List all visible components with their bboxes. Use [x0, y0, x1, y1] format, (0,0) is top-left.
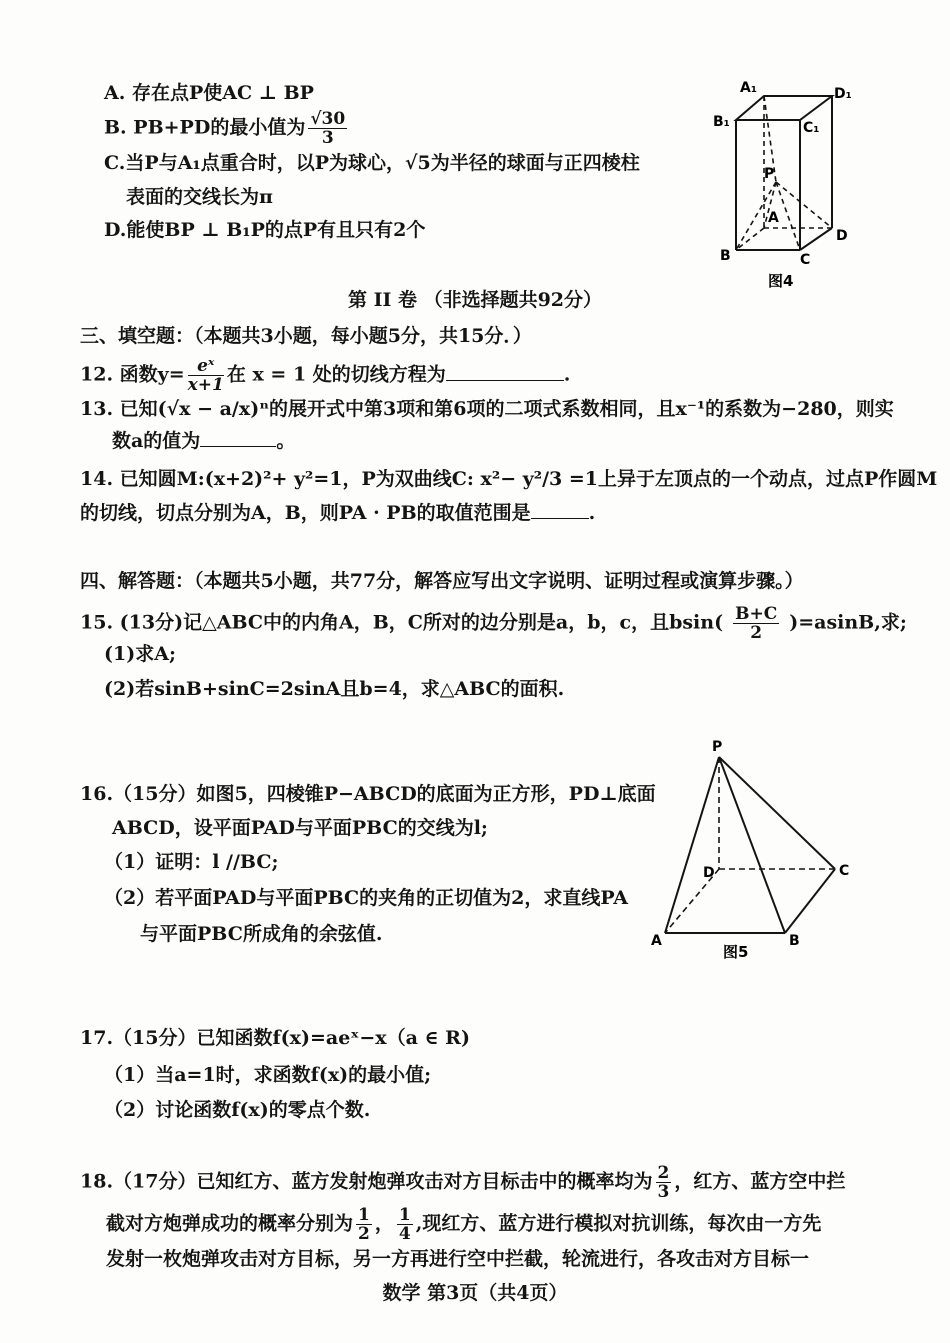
q18-line2-suffix: ,现红方、蓝方进行模拟对抗训练，每次由一方先 — [415, 1212, 822, 1235]
section-2-title: 第 II 卷 （非选择题共92分） — [347, 289, 603, 311]
question-16-line1: 16.（15分）如图5，四棱锥P−ABCD的底面为正方形，PD⊥底面 — [80, 783, 656, 805]
question-18-line1 — [80, 1164, 845, 1201]
question-13-line1: 13. 已知(√x − a/x)ⁿ的展开式中第3项和第6项的二项式系数相同，且x⁻¹的系数为−280，则实 — [80, 398, 894, 420]
fraction-denominator: x+1 — [187, 375, 224, 395]
answer-blank[interactable] — [200, 428, 276, 447]
q14-end: . — [588, 502, 596, 524]
q14-text: 的切线，切点分别为A，B，则PA · PB的取值范围是 — [80, 502, 531, 524]
label-c1: C₁ — [803, 120, 820, 136]
question-17-line1: 17.（15分）已知函数f(x)=aeˣ−x（a ∈ R) — [80, 1027, 470, 1049]
fraction-numerator: 1 — [358, 1205, 370, 1225]
fraction-numerator: √30 — [310, 109, 346, 129]
question-17-part2: （2）讨论函数f(x)的零点个数. — [104, 1099, 371, 1121]
question-18-line3: 发射一枚炮弹攻击对方目标，另一方再进行空中拦截，轮流进行，各攻击对方目标一 — [106, 1248, 810, 1270]
q18-suffix: ，红方、蓝方空中拦 — [674, 1170, 846, 1193]
question-16-line2: ABCD，设平面PAD与平面PBC的交线为l; — [112, 817, 488, 839]
option-d: D.能使BP ⊥ B₁P的点P有且只有2个 — [104, 219, 426, 241]
question-18-line2 — [106, 1206, 821, 1243]
q15-suffix: )=asinB,求; — [789, 611, 907, 634]
section-4-heading: 四、解答题：（本题共5小题，共77分，解答应写出文字说明、证明过程或演算步骤。） — [80, 570, 804, 592]
question-15-part1: (1)求A; — [104, 643, 176, 665]
label-c: C — [839, 863, 850, 879]
q18-fraction-1 — [356, 1206, 372, 1243]
fraction-numerator: 1 — [398, 1205, 411, 1225]
label-c: C — [800, 252, 811, 268]
label-p: P — [764, 166, 775, 182]
figure-4-prism — [700, 76, 860, 298]
question-13-line2 — [112, 428, 295, 454]
label-p: P — [712, 739, 723, 755]
fraction-denominator: 3 — [321, 128, 334, 148]
section-3-heading: 三、填空题：（本题共3小题，每小题5分，共15分．） — [80, 325, 532, 347]
question-16-part1: （1）证明：l //BC; — [104, 851, 279, 873]
q13-text: 数a的值为 — [112, 430, 201, 452]
label-b: B — [720, 248, 731, 264]
option-a: A. 存在点P使AC ⊥ BP — [104, 82, 314, 104]
label-d1: D₁ — [834, 86, 852, 102]
question-12 — [80, 357, 570, 394]
figure-4-caption: 图4 — [768, 272, 794, 290]
q12-suffix: 在 x = 1 处的切线方程为 — [226, 363, 446, 386]
label-b1: B₁ — [713, 114, 730, 130]
q15-fraction — [733, 605, 779, 642]
question-17-part1: （1）当a=1时，求函数f(x)的最小值; — [104, 1064, 432, 1086]
label-b: B — [789, 933, 800, 949]
option-c-line2: 表面的交线长为π — [126, 186, 273, 208]
label-a: A — [768, 210, 779, 226]
q15-prefix: 15. (13分)记△ABC中的内角A，B，C所对的边分别是a，b，c，且bsin( — [80, 611, 724, 634]
q18-separator: ， — [374, 1212, 394, 1235]
question-14-line2 — [80, 500, 595, 526]
figure-5-pyramid — [645, 735, 855, 965]
q18-line2-prefix: 截对方炮弹成功的概率分别为 — [106, 1212, 354, 1235]
page-footer: 数学 第3页（共4页） — [382, 1282, 568, 1304]
fraction-numerator: 2 — [657, 1163, 670, 1183]
answer-blank[interactable] — [446, 362, 564, 381]
fraction-denominator: 2 — [750, 623, 763, 643]
question-16-part2-line1: （2）若平面PAD与平面PBC的夹角的正切值为2，求直线PA — [104, 887, 629, 909]
q18-fraction-2 — [397, 1206, 413, 1243]
option-c-line1: C.当P与A₁点重合时，以P为球心，√5为半径的球面与正四棱柱 — [104, 152, 640, 174]
answer-blank[interactable] — [531, 500, 589, 519]
option-b — [104, 110, 350, 147]
fraction-denominator: 2 — [358, 1224, 370, 1244]
option-b-text: B. PB+PD的最小值为 — [104, 116, 306, 139]
fraction-denominator: 4 — [398, 1224, 411, 1244]
q12-prefix: 12. 函数y= — [80, 363, 185, 386]
question-14-line1: 14. 已知圆M:(x+2)²+ y²=1，P为双曲线C: x²− y²/3 =1上异于左顶点的一个动点，过点P作圆M — [80, 468, 938, 490]
q12-fraction — [188, 357, 224, 394]
question-15-part2: (2)若sinB+sinC=2sinA且b=4，求△ABC的面积. — [104, 678, 565, 700]
q12-end: . — [563, 363, 571, 386]
q18-fraction — [656, 1164, 672, 1201]
option-b-fraction — [308, 110, 347, 147]
fraction-numerator: B+C — [735, 604, 778, 624]
question-16-part2-line2: 与平面PBC所成角的余弦值. — [140, 923, 383, 945]
figure-5-caption: 图5 — [723, 943, 749, 961]
fraction-numerator: eˣ — [188, 357, 224, 376]
fraction-denominator: 3 — [657, 1182, 670, 1202]
label-d: D — [703, 865, 715, 881]
question-15 — [80, 605, 907, 642]
label-d: D — [836, 228, 848, 244]
q18-prefix: 18.（17分）已知红方、蓝方发射炮弹攻击对方目标击中的概率均为 — [80, 1170, 653, 1193]
label-a: A — [651, 933, 662, 949]
label-a1: A₁ — [740, 80, 757, 96]
q13-end: 。 — [276, 430, 296, 452]
